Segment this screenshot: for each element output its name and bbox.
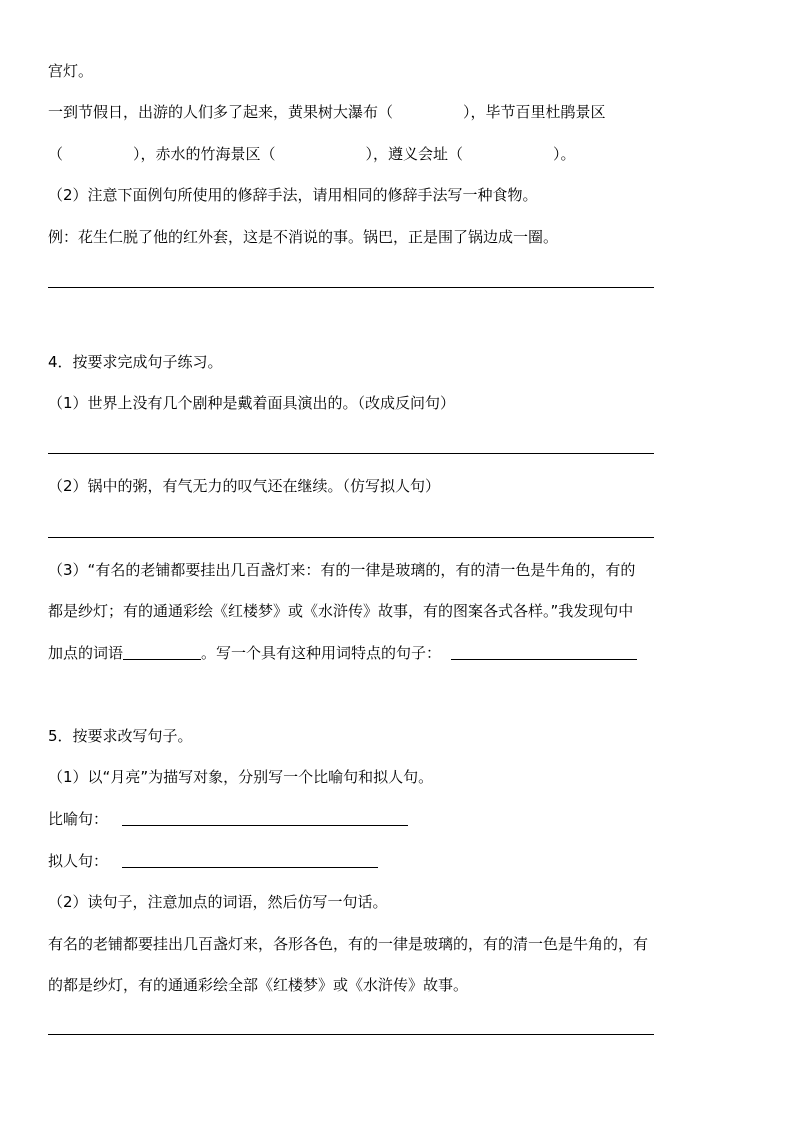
question-rhetoric-instruction: （2）注意下面例句所使用的修辞手法，请用相同的修辞手法写一种食物。 [48, 186, 538, 204]
example-sentence: 例：花生仁脱了他的红外套，这是不消说的事。锅巴，正是围了锅边成一圈。 [48, 228, 559, 246]
personification-row: 拟人句： [48, 850, 378, 872]
question-4-1: （1）世界上没有几个剧种是戴着面具演出的。（改成反问句） [48, 394, 456, 412]
answer-line-rhetoric[interactable] [48, 287, 654, 288]
question-4-title: 4．按要求完成句子练习。 [48, 353, 223, 371]
question-4-3-line-2: 都是纱灯；有的通通彩绘《红楼梦》或《水浒传》故事，有的图案各式各样。”我发现句中 [48, 602, 634, 620]
question-5-2: （2）读句子，注意加点的词语，然后仿写一句话。 [48, 893, 388, 911]
question-4-2: （2）锅中的粥，有气无力的叹气还在继续。（仿写拟人句） [48, 477, 441, 495]
answer-line-4-2[interactable] [48, 537, 654, 538]
answer-line-5-2[interactable] [48, 1034, 654, 1035]
question-5-2-passage-line-2: 的都是纱灯，有的通通彩绘全部《红楼梦》或《水浒传》故事。 [48, 976, 469, 994]
fill-blank-line-2: （ ），赤水的竹海景区（ ），遵义会址（ ）。 [48, 145, 576, 163]
simile-answer-line[interactable] [122, 809, 408, 826]
question-5-title: 5．按要求改写句子。 [48, 727, 193, 745]
fill-blank-line-1: 一到节假日，出游的人们多了起来，黄果树大瀑布（ ），毕节百里杜鹃景区 [48, 103, 606, 121]
question-4-3-line-1: （3）“有名的老铺都要挂出几百盏灯来：有的一律是玻璃的，有的清一色是牛角的，有的 [48, 561, 636, 579]
question-4-3-line-3: 加点的词语 。写一个具有这种用词特点的句子： [48, 642, 637, 664]
blank-own-sentence[interactable] [451, 643, 637, 660]
question-5-2-passage-line-1: 有名的老铺都要挂出几百盏灯来，各形各色，有的一律是玻璃的，有的清一色是牛角的，有 [48, 935, 649, 953]
continuation-text: 宫灯。 [48, 62, 94, 80]
personification-answer-line[interactable] [122, 851, 378, 868]
question-5-1: （1）以“月亮”为描写对象，分别写一个比喻句和拟人句。 [48, 768, 434, 786]
simile-row: 比喻句： [48, 808, 408, 830]
blank-word-observation[interactable] [123, 643, 201, 660]
answer-line-4-1[interactable] [48, 453, 654, 454]
